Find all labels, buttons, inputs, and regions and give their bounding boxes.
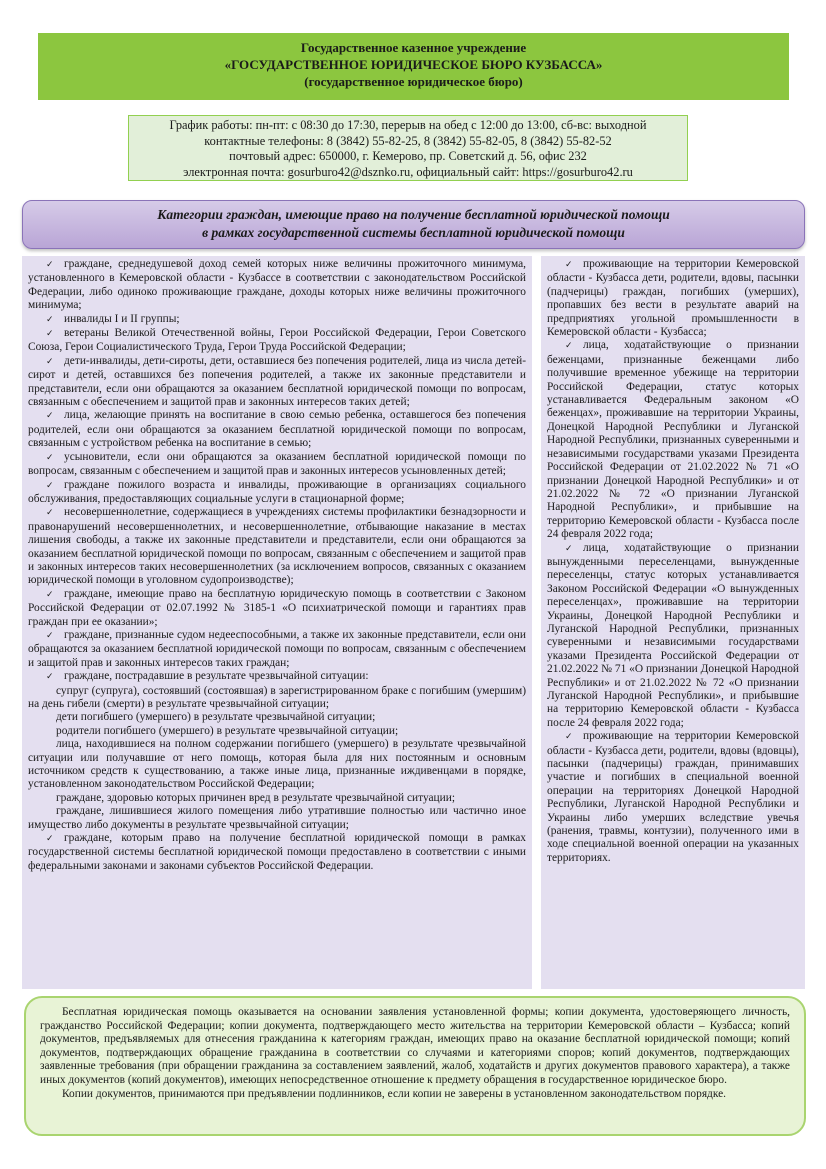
category-item bbox=[28, 409, 526, 450]
org-short-name: (государственное юридическое бюро) bbox=[304, 74, 523, 89]
category-item bbox=[28, 451, 526, 479]
documents-note bbox=[24, 996, 806, 1136]
category-text: лица, ходатайствующие о признании беженцами, признанные беженцами либо получившие временное убежище на территории Российской Федерации, статус которых устанавливается Федеральным законом «О беженцах», проживавшие на территории Украины, Донецкой Народной Республики и Луганской Народной Республики, признанных суверенными и независимыми государствами указами Президента Российской Федерации от 21.02.2022 № 71 «О признании Донецкой Народной Республики» и от 21.02.2022 № 72 «О признании Луганской Народной Республики», и прибывшие на территорию Кемеровской области - Кузбасса после 24 февраля 2022 года; bbox=[547, 339, 799, 541]
checkmark-icon: ✓ bbox=[46, 630, 54, 641]
checkmark-icon: ✓ bbox=[565, 260, 573, 270]
checkmark-icon: ✓ bbox=[46, 356, 54, 367]
category-item bbox=[28, 629, 526, 670]
category-text: родители погибшего (умершего) в результате чрезвычайной ситуации; bbox=[56, 724, 399, 737]
category-item bbox=[28, 792, 526, 805]
category-text: граждане, здоровью которых причинен вред в результате чрезвычайной ситуации; bbox=[56, 791, 456, 804]
checkmark-icon: ✓ bbox=[46, 480, 54, 491]
category-text: ветераны Великой Отечественной войны, Герои Российской Федерации, Герои Советского Союза, Герои Социалистического Труда, Герои Труда Российской Федерации; bbox=[28, 327, 526, 354]
category-text: граждане, среднедушевой доход семей которых ниже величины прожиточного минимума, установленного в Кемеровской области - Кузбассе в соответствии с законодательством Российской Федерации, либо одиноко проживающие граждане, доходы которых ниже величины прожиточного минимума; bbox=[28, 258, 526, 312]
category-text: проживающие на территории Кемеровской области - Кузбасса дети, родители, вдовы, пасынки (падчерицы) граждан, погибших (умерших), пропавших без вести в результате аварий на предприятиях угольной промышленности в Кемеровской области - Кузбасса; bbox=[547, 258, 799, 339]
documents-paragraph: Бесплатная юридическая помощь оказывается на основании заявления установленной формы; копии документа, удостоверяющего личность, гражданство Российской Федерации; копии документа, подтверждающего место жительства на территории Кемеровской области – Кузбасса; копий документов, предъявляемых для отнесения гражданина к категориям граждан, имеющих право на оказание бесплатной юридической помощи; копий документов, подтверждающих обращение гражданина в соответствии со случаями и категориями споров; копий документов, подтверждающих заявленные требования (при обращении гражданина за составлением заявлений, жалоб, ходатайств и других документов правового характера), а также иных документов (копий документов), имеющих непосредственное отношение к предмету обращения в государственное юридическое бюро. bbox=[40, 1006, 790, 1086]
category-text: граждане пожилого возраста и инвалиды, проживающие в организациях социального обслуживания, предоставляющих социальные услуги в стационарной форме; bbox=[28, 478, 526, 505]
org-type: Государственное казенное учреждение bbox=[300, 40, 527, 55]
category-item bbox=[28, 506, 526, 587]
category-text: граждане, пострадавшие в результате чрезвычайной ситуации: bbox=[64, 670, 369, 683]
category-text: лица, находившиеся на полном содержании погибшего (умершего) в результате чрезвычайной ситуации или получавшие от него помощь, которая была для них постоянным и основным источником средств к существованию, а также иные лица, признанные иждивенцами в порядке, установленном законодательством Российской Федерации; bbox=[28, 738, 526, 791]
category-item bbox=[547, 258, 799, 339]
category-item bbox=[547, 542, 799, 731]
category-text: проживающие на территории Кемеровской области - Кузбасса дети, родители, вдовы (вдовцы), пасынки (падчерицы) граждан, принимавших участие и погибших в специальной военной операции на территориях Донецкой Народной Республики, Луганской Народной Республики и Украины либо умерших вследствие увечья (ранения, травмы, контузии), полученного ими в ходе специальной военной операции на указанных территориях. bbox=[547, 730, 799, 864]
category-text: несовершеннолетние, содержащиеся в учреждениях системы профилактики безнадзорности и правонарушений несовершеннолетних, и несовершеннолетние, отбывающие наказание в местах лишения свободы, а также их законные представители и представители, если они обращаются за оказанием бесплатной юридической помощи по вопросам, связанным с обеспечением и защитой прав и законных интересов таких несовершеннолетних (за исключением вопросов, связанных с оказанием юридической помощи в уголовном судопроизводстве); bbox=[28, 506, 526, 587]
category-item bbox=[28, 725, 526, 738]
postal-address: почтовый адрес: 650000, г. Кемерово, пр. Советский д. 56, офис 232 bbox=[229, 149, 587, 163]
contact-phones: контактные телефоны: 8 (3842) 55-82-25, 8 (3842) 55-82-05, 8 (3842) 55-82-52 bbox=[204, 133, 612, 148]
checkmark-icon: ✓ bbox=[46, 672, 54, 683]
checkmark-icon: ✓ bbox=[46, 329, 54, 340]
left-categories-column bbox=[22, 256, 532, 989]
checkmark-icon: ✓ bbox=[565, 341, 573, 352]
banner-line-2: в рамках государственной системы бесплатной юридической помощи bbox=[202, 225, 625, 240]
work-schedule: График работы: пн-пт: с 08:30 до 17:30, перерыв на обед с 12:00 до 13:00, сб-вс: выходной bbox=[169, 118, 647, 132]
category-text: дети погибшего (умершего) в результате чрезвычайной ситуации; bbox=[56, 711, 376, 724]
checkmark-icon: ✓ bbox=[46, 834, 54, 845]
category-item bbox=[28, 670, 526, 684]
checkmark-icon: ✓ bbox=[565, 543, 573, 554]
category-item bbox=[28, 711, 526, 724]
checkmark-icon: ✓ bbox=[565, 732, 573, 743]
checkmark-icon: ✓ bbox=[46, 589, 54, 600]
category-item bbox=[28, 685, 526, 712]
category-text: граждане, признанные судом недееспособными, а также их законные представители, если они обращаются за оказанием бесплатной юридической помощи по вопросам, связанным с обеспечением и защитой прав и законных интересов таких граждан; bbox=[28, 628, 526, 669]
category-item bbox=[28, 805, 526, 832]
checkmark-icon: ✓ bbox=[46, 452, 54, 463]
checkmark-icon: ✓ bbox=[46, 260, 54, 270]
category-item bbox=[547, 730, 799, 865]
category-item bbox=[28, 258, 526, 313]
category-text: дети-инвалиды, дети-сироты, дети, оставшиеся без попечения родителей, лица из числа детей-сирот и детей, оставшихся без попечения родителей, а также их законные представители и представители, если они обращаются за оказанием бесплатной юридической помощи по вопросам, связанным с обеспечением и защитой прав и законных интересов таких детей; bbox=[28, 354, 526, 409]
category-item bbox=[28, 832, 526, 873]
header-block bbox=[38, 33, 789, 100]
category-text: лица, ходатайствующие о признании вынужденными переселенцами, вынужденные переселенцы, статус которых устанавливается Законом Российской Федерации «О вынужденных переселенцах», проживавшие на территории Украины, Донецкой Народной Республики и Луганской Народной Республики, признанных суверенными и независимыми государствами указами Президента Российской Федерации от 21.02.2022 № 71 «О признании Донецкой Народной Республики» и от 21.02.2022 № 72 «О признании Луганской Народной Республики», и прибывшие на территорию Кемеровской области - Кузбасса после 24 февраля 2022 года; bbox=[547, 541, 799, 729]
category-item bbox=[547, 339, 799, 541]
category-item bbox=[28, 738, 526, 792]
category-text: супруг (супруга), состоявший (состоявшая) в зарегистрированном браке с погибшим (умершим) на день гибели (смерти) в результате чрезвычайной ситуации; bbox=[28, 684, 526, 710]
category-text: граждане, лишившиеся жилого помещения либо утратившие полностью или частично иное имущество либо документы в результате чрезвычайной ситуации; bbox=[28, 805, 526, 831]
category-item bbox=[28, 355, 526, 410]
contacts-block bbox=[128, 115, 688, 181]
org-name: «ГОСУДАРСТВЕННОЕ ЮРИДИЧЕСКОЕ БЮРО КУЗБАССА» bbox=[224, 57, 603, 72]
checkmark-icon: ✓ bbox=[46, 411, 54, 422]
category-item bbox=[28, 588, 526, 629]
right-categories-column bbox=[541, 256, 805, 989]
category-text: усыновители, если они обращаются за оказанием бесплатной юридической помощи по вопросам, связанным с обеспечением и защитой прав и законных интересов усыновленных детей; bbox=[28, 450, 526, 478]
checkmark-icon: ✓ bbox=[46, 508, 54, 519]
email-and-site: электронная почта: gosurburo42@dsznko.ru, официальный сайт: https://gosurburo42.ru bbox=[183, 164, 633, 179]
copies-paragraph: Копии документов, принимаются при предъявлении подлинников, если копии не заверены в установленном законодательством порядке. bbox=[62, 1087, 727, 1100]
banner-line-1: Категории граждан, имеющие право на получение бесплатной юридической помощи bbox=[157, 207, 670, 222]
category-text: граждане, имеющие право на бесплатную юридическую помощь в соответствии с Законом Российской Федерации от 02.07.1992 № 3185-1 «О психиатрической помощи и гарантиях прав граждан при ее оказании»; bbox=[28, 587, 526, 628]
category-text: лица, желающие принять на воспитание в свою семью ребенка, оставшегося без попечения родителей, если они обращаются за оказанием бесплатной юридической помощи по вопросам, связанным с устройством ребенка на воспитание в семью; bbox=[28, 409, 526, 450]
categories-banner bbox=[22, 200, 805, 249]
category-text: инвалиды I и II группы; bbox=[64, 312, 180, 325]
category-text: граждане, которым право на получение бесплатной юридической помощи в рамках государственной системы бесплатной юридической помощи предоставлено в соответствии с иными федеральными законами и законами субъектов Российской Федерации. bbox=[28, 832, 526, 872]
checkmark-icon: ✓ bbox=[46, 314, 54, 325]
category-item bbox=[28, 479, 526, 507]
category-item bbox=[28, 313, 526, 327]
category-item bbox=[28, 327, 526, 355]
